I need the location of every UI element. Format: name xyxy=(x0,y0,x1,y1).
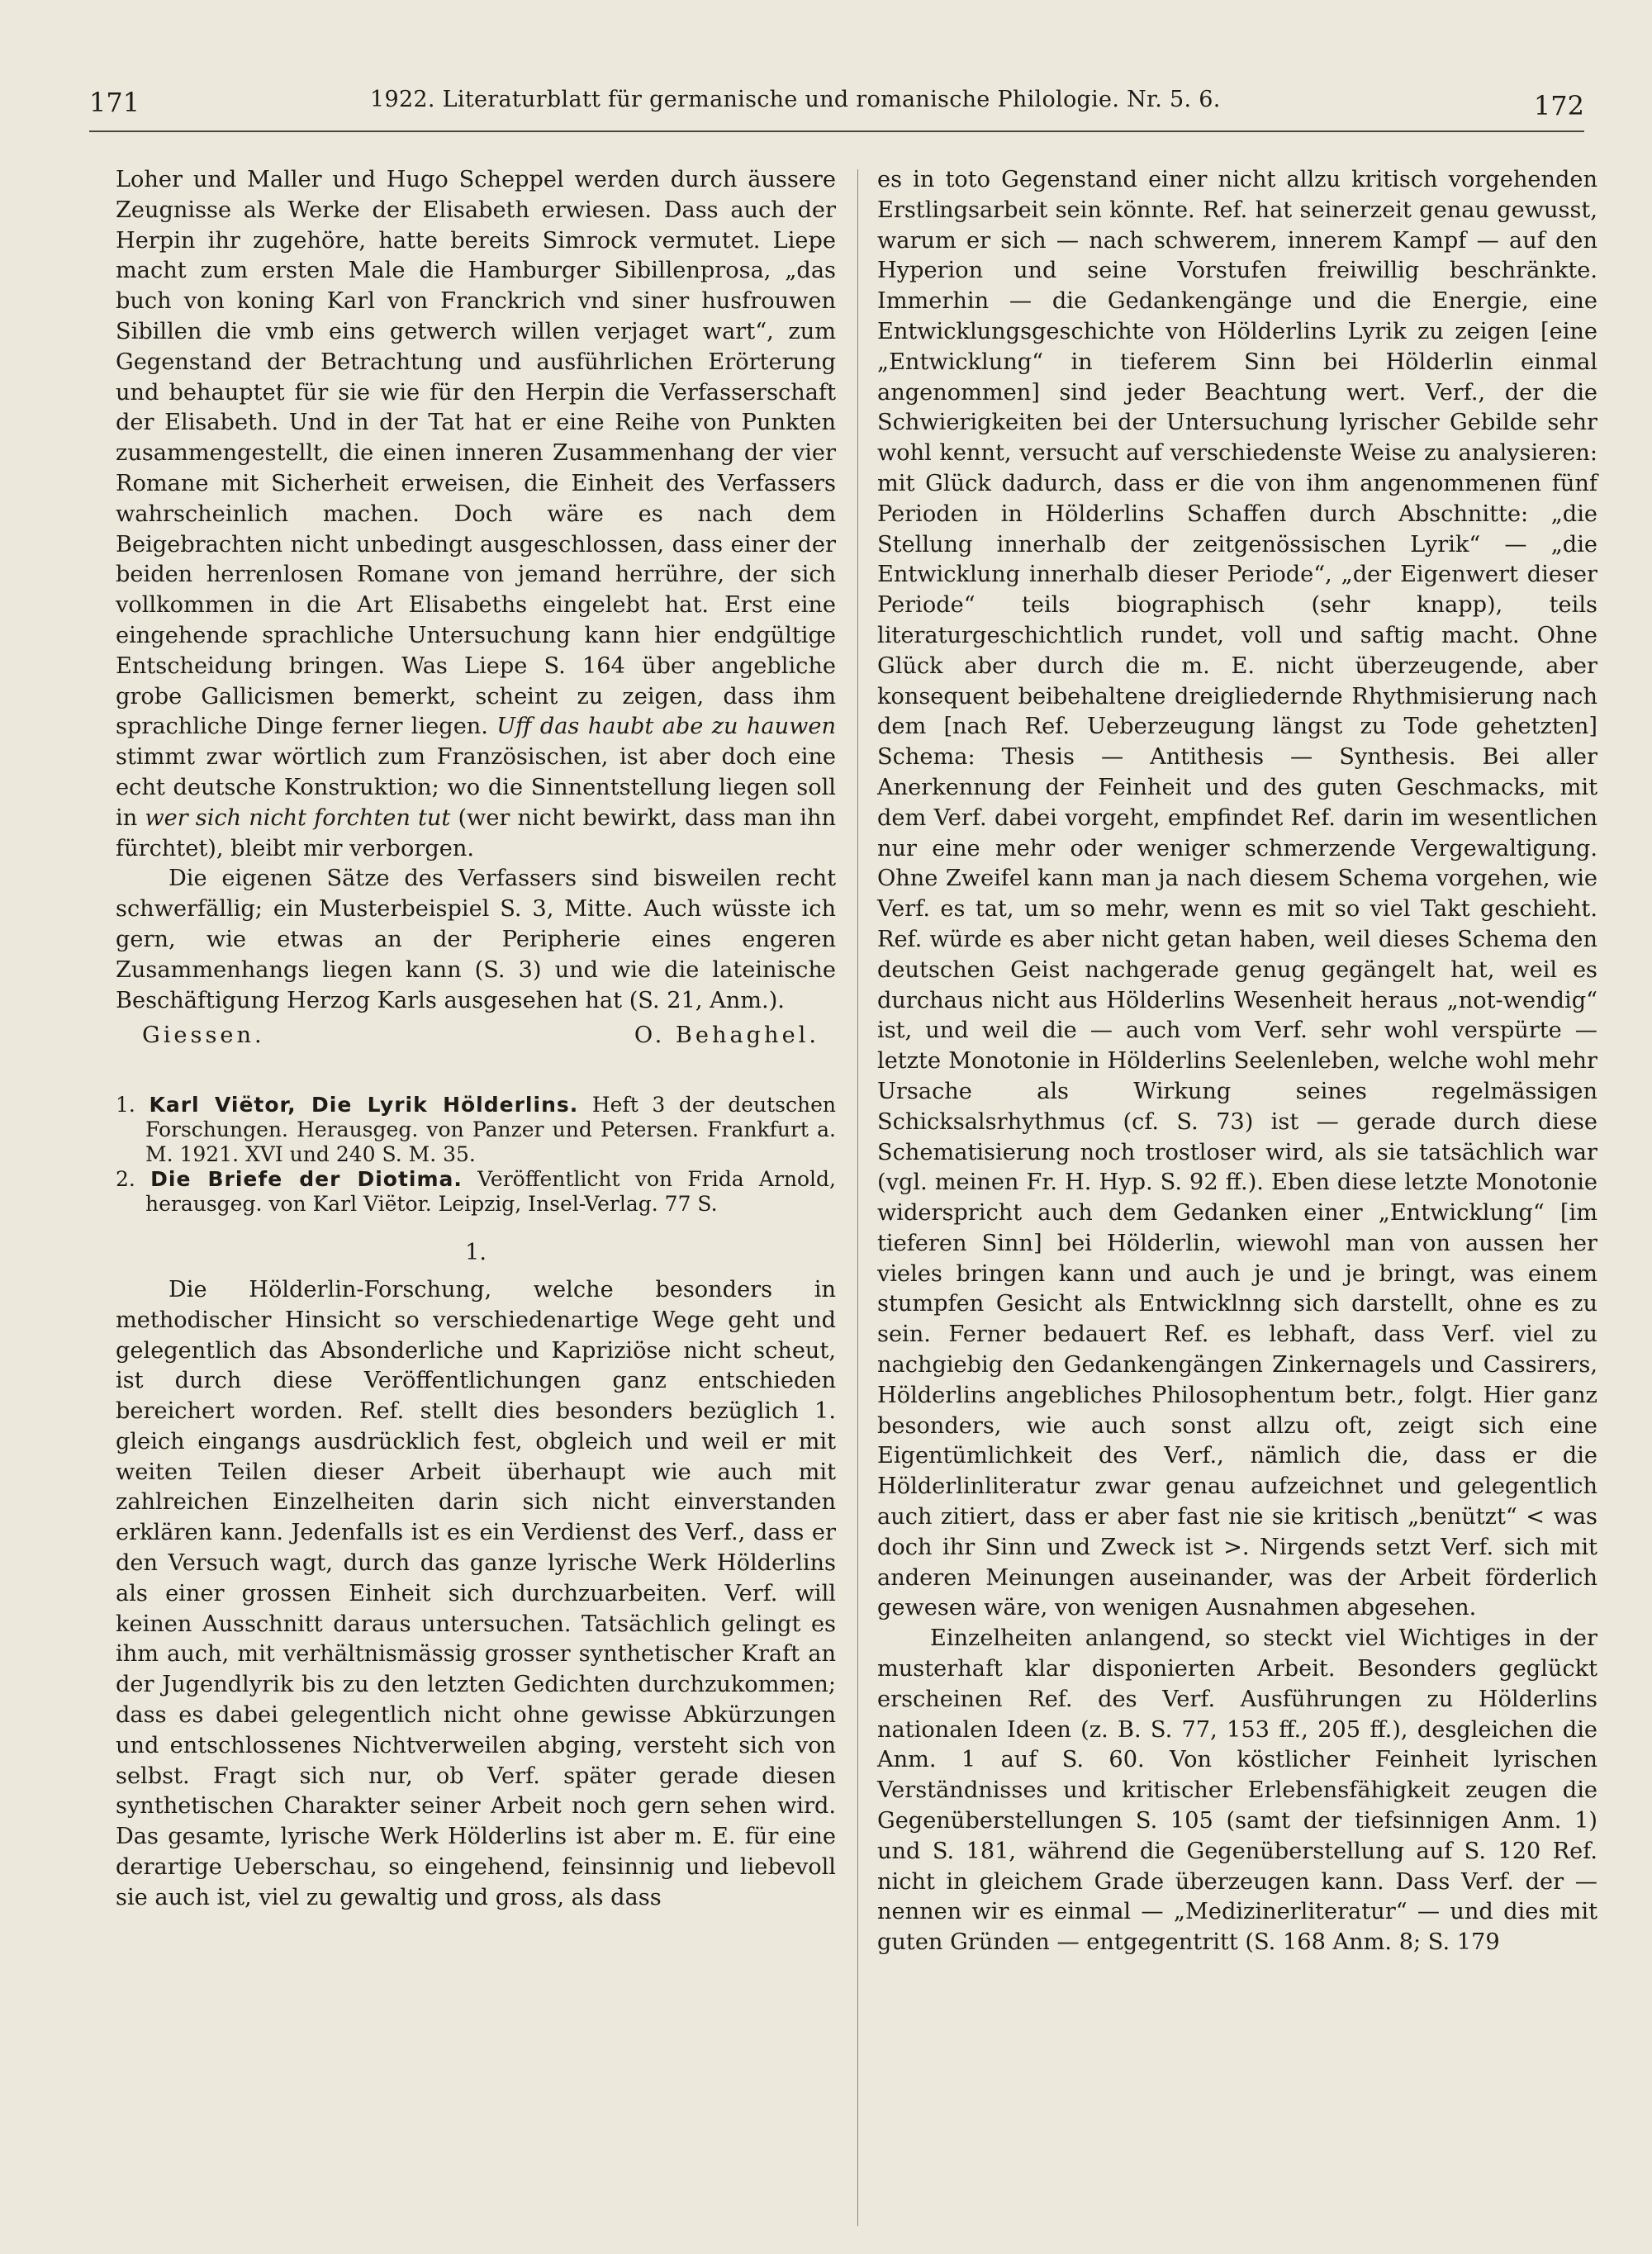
section-number: 1. xyxy=(465,1240,487,1266)
book-title: Karl Viëtor, Die Lyrik Hölderlins. xyxy=(149,1093,579,1118)
signature xyxy=(116,1021,836,1051)
running-header xyxy=(89,87,1584,126)
bibliographic-entry: 2. Die Briefe der Diotima. Veröffentlicht von Frida Arnold, herausgeg. von Karl Viëtor. Leipzig, Insel-Verlag. 77 S. xyxy=(116,1167,836,1217)
right-column xyxy=(877,165,1597,1958)
column-divider xyxy=(857,169,858,2226)
italic-quote: Uff das haubt abe zu hauwen xyxy=(496,714,836,740)
page-number-left: 171 xyxy=(89,87,140,118)
journal-title: 1922. Literaturblatt für germanische und romanische Philologie. Nr. 5. 6. xyxy=(370,87,1221,112)
paragraph: Die Hölderlin-Forschung, welche besonders in methodischer Hinsicht so verschiedenartige Wege geht und gelegentlich das Absonderliche und Kapriziöse nicht scheut, ist durch diese Veröffentlichungen ganz entschieden bereichert worden. Ref. stellt dies besonders bezüglich 1. gleich eingangs ausdrücklich fest, obgleich und weil er mit weiten Teilen dieser Arbeit überhaupt wie auch mit zahlreichen Einzelheiten darin sich nicht einverstanden erklären kann. Jedenfalls ist es ein Verdienst des Verf., dass er den Versuch wagt, durch das ganze lyrische Werk Hölderlins als einer grossen Einheit sich durchzuarbeiten. Verf. will keinen Ausschnitt daraus untersuchen. Tatsächlich gelingt es ihm auch, mit verhältnismässig grosser synthetischer Kraft an der Jugendlyrik bis zu den letzten Gedichten durchzukommen; dass es dabei gelegentlich nicht ohne gewisse Abkürzungen und entschlossenes Nichtverweilen abging, versteht sich von selbst. Fragt sich nur, ob Verf. später gerade diesen synthetischen Charakter seiner Arbeit noch gern sehen wird. Das gesamte, lyrische Werk Hölderlins ist aber m. E. für eine derartige Ueberschau, so eingehend, feinsinnig und liebevoll sie auch ist, viel zu gewaltig und gross, als dass xyxy=(116,1276,836,1910)
paragraph: Die eigenen Sätze des Verfassers sind bisweilen recht schwerfällig; ein Musterbeispiel S. 3, Mitte. Auch wüsste ich gern, wie etwas an der Peripherie eines engeren Zusammenhangs liegen kann (S. 3) und wie die lateinische Beschäftigung Herzog Karls ausgesehen hat (S. 21, Anm.). xyxy=(116,866,836,1013)
book-title: Die Briefe der Diotima. xyxy=(150,1167,463,1192)
left-column xyxy=(116,165,836,1914)
bibliographic-entry: 1. Karl Viëtor, Die Lyrik Hölderlins. Heft 3 der deutschen Forschungen. Herausgeg. von Panzer und Petersen. Frankfurt a. M. 1921. XVI und 240 S. M. 35. xyxy=(116,1093,836,1167)
header-rule xyxy=(89,130,1584,132)
signature-place: Giessen. xyxy=(142,1023,265,1049)
page-number-right: 172 xyxy=(1533,90,1584,121)
italic-quote: wer sich nicht forchten tut xyxy=(145,804,451,831)
paragraph: es in toto Gegenstand einer nicht allzu kritisch vorgehenden Erstlingsarbeit sein könnte. Ref. hat seinerzeit genau gewusst, warum er sich — nach schwerem, innerem Kampf — auf den Hyperion und seine Vorstufen freiwillig beschränkte. Immerhin — die Gedankengänge und die Energie, eine Entwicklungsgeschichte von Hölderlins Lyrik zu zeigen [eine „Entwicklung“ in tieferem Sinn bei Hölderlin einmal angenommen] sind jeder Beachtung wert. Verf., der die Schwierigkeiten bei der Untersuchung lyrischer Gebilde sehr wohl kennt, versucht auf verschiedenste Weise zu analysieren: mit Glück dadurch, dass er die von ihm angenommenen fünf Perioden in Hölderlins Schaffen durch Abschnitte: „die Stellung innerhalb der zeitgenössischen Lyrik“ — „die Entwicklung innerhalb dieser Periode“, „der Eigenwert dieser Periode“ teils biographisch (sehr knapp), teils literaturgeschichtlich rundet, voll und saftig macht. Ohne Glück aber durch die m. E. nicht überzeugende, aber konsequent beibehaltene dreigliedernde Rhythmisierung nach dem [nach Ref. Ueberzeugung längst zu Tode gehetzten] Schema: Thesis — Antithesis — Synthesis. Bei aller Anerkennung der Feinheit und des guten Geschmacks, mit dem Verf. dabei vorgeht, empfindet Ref. darin im wesentlichen nur eine mehr oder weniger schmerzende Vergewaltigung. Ohne Zweifel kann man ja nach diesem Schema vorgehen, wie Verf. es tat, um so mehr, wenn es mit so viel Takt geschieht. Ref. würde es aber nicht getan haben, weil dieses Schema den deutschen Geist nachgerade genug gegängelt hat, weil es durchaus nicht aus Hölderlins Wesenheit heraus „not-wendig“ ist, und weil die — auch vom Verf. sehr wohl verspürte — letzte Monotonie in Hölderlins Seelenleben, welche wohl mehr Ursache als Wirkung seines regelmässigen Schicksalsrhythmus (cf. S. 73) ist — gerade durch diese Schematisierung noch trostloser wird, als sie tatsächlich war (vgl. meinen Fr. H. Hyp. S. 92 ff.). Eben diese letzte Monotonie widerspricht auch dem Gedanken einer „Entwicklung“ [im tieferen Sinn] bei Hölderlin, wiewohl man von aussen her vieles bringen kann und auch je und je bringt, was einem stumpfen Gesicht als Entwicklnng sich darstellt, ohne es zu sein. Ferner bedauert Ref. es lebhaft, dass Verf. viel zu nachgiebig den Gedankengängen Zinkernagels und Cassirers, Hölderlins angebliches Philosophentum betr., folgt. Hier ganz besonders, wie auch sonst allzu oft, zeigt sich eine Eigentümlichkeit des Verf., nämlich die, dass er die Hölderlinliteratur zwar genau aufzeichnet und gelegentlich auch zitiert, dass er aber fast nie sie kritisch „benützt“ < was doch ihr Sinn und Zweck ist >. Nirgends setzt Verf. sich mit anderen Meinungen auseinander, was der Arbeit förderlich gewesen wäre, von wenigen Ausnahmen abgesehen. xyxy=(877,167,1597,1621)
paragraph: Loher und Maller und Hugo Scheppel werden durch äussere Zeugnisse als Werke der Elisabeth erwiesen. Dass auch der Herpin ihr zugehöre, hatte bereits Simrock vermutet. Liepe macht zum ersten Male die Hamburger Sibillenprosa, „das buch von koning Karl von Franckrich vnd siner husfrouwen Sibillen die vmb eins getwerch willen verjaget wart“, zum Gegenstand der Betrachtung und ausführlichen Erörterung und behauptet für sie wie für den Herpin die Verfasserschaft der Elisabeth. Und in der Tat hat er eine Reihe von Punkten zusammengestellt, die einen inneren Zusammenhang der vier Romane mit Sicherheit erweisen, die Einheit des Verfassers wahrscheinlich machen. Doch wäre es nach dem Beigebrachten nicht unbedingt ausgeschlossen, dass einer der beiden herrenlosen Romane von jemand herrühre, der sich vollkommen in die Art Elisabeths eingelebt hat. Erst eine eingehende sprachliche Untersuchung kann hier endgültige Entscheidung bringen. Was Liepe S. 164 über angebliche grobe Gallicismen bemerkt, scheint zu zeigen, dass ihm sprachliche Dinge ferner liegen. Uff das haubt abe zu hauwen stimmt zwar wörtlich zum Französischen, ist aber doch eine echt deutsche Konstruktion; wo die Sinnentstellung liegen soll in wer sich nicht forchten tut (wer nicht bewirkt, dass man ihn fürchtet), bleibt mir verborgen. xyxy=(116,167,836,861)
signature-author: O. Behaghel. xyxy=(634,1023,819,1049)
paragraph: Einzelheiten anlangend, so steckt viel Wichtiges in der musterhaft klar disponierten Arbeit. Besonders geglückt erscheinen Ref. des Verf. Ausführungen zu Hölderlins nationalen Ideen (z. B. S. 77, 153 ff., 205 ff.), desgleichen die Anm. 1 auf S. 60. Von köstlicher Feinheit lyrischen Verständnisses und kritischer Erlebensfähigkeit zeugen die Gegenüberstellungen S. 105 (samt der tiefsinnigen Anm. 1) und S. 181, während die Gegenüberstellung auf S. 120 Ref. nicht in gleichem Grade überzeugen kann. Dass Verf. der — nennen wir es einmal — „Medizinerliteratur“ — und dies mit guten Gründen — entgegentritt (S. 168 Anm. 8; S. 179 xyxy=(877,1625,1597,1956)
